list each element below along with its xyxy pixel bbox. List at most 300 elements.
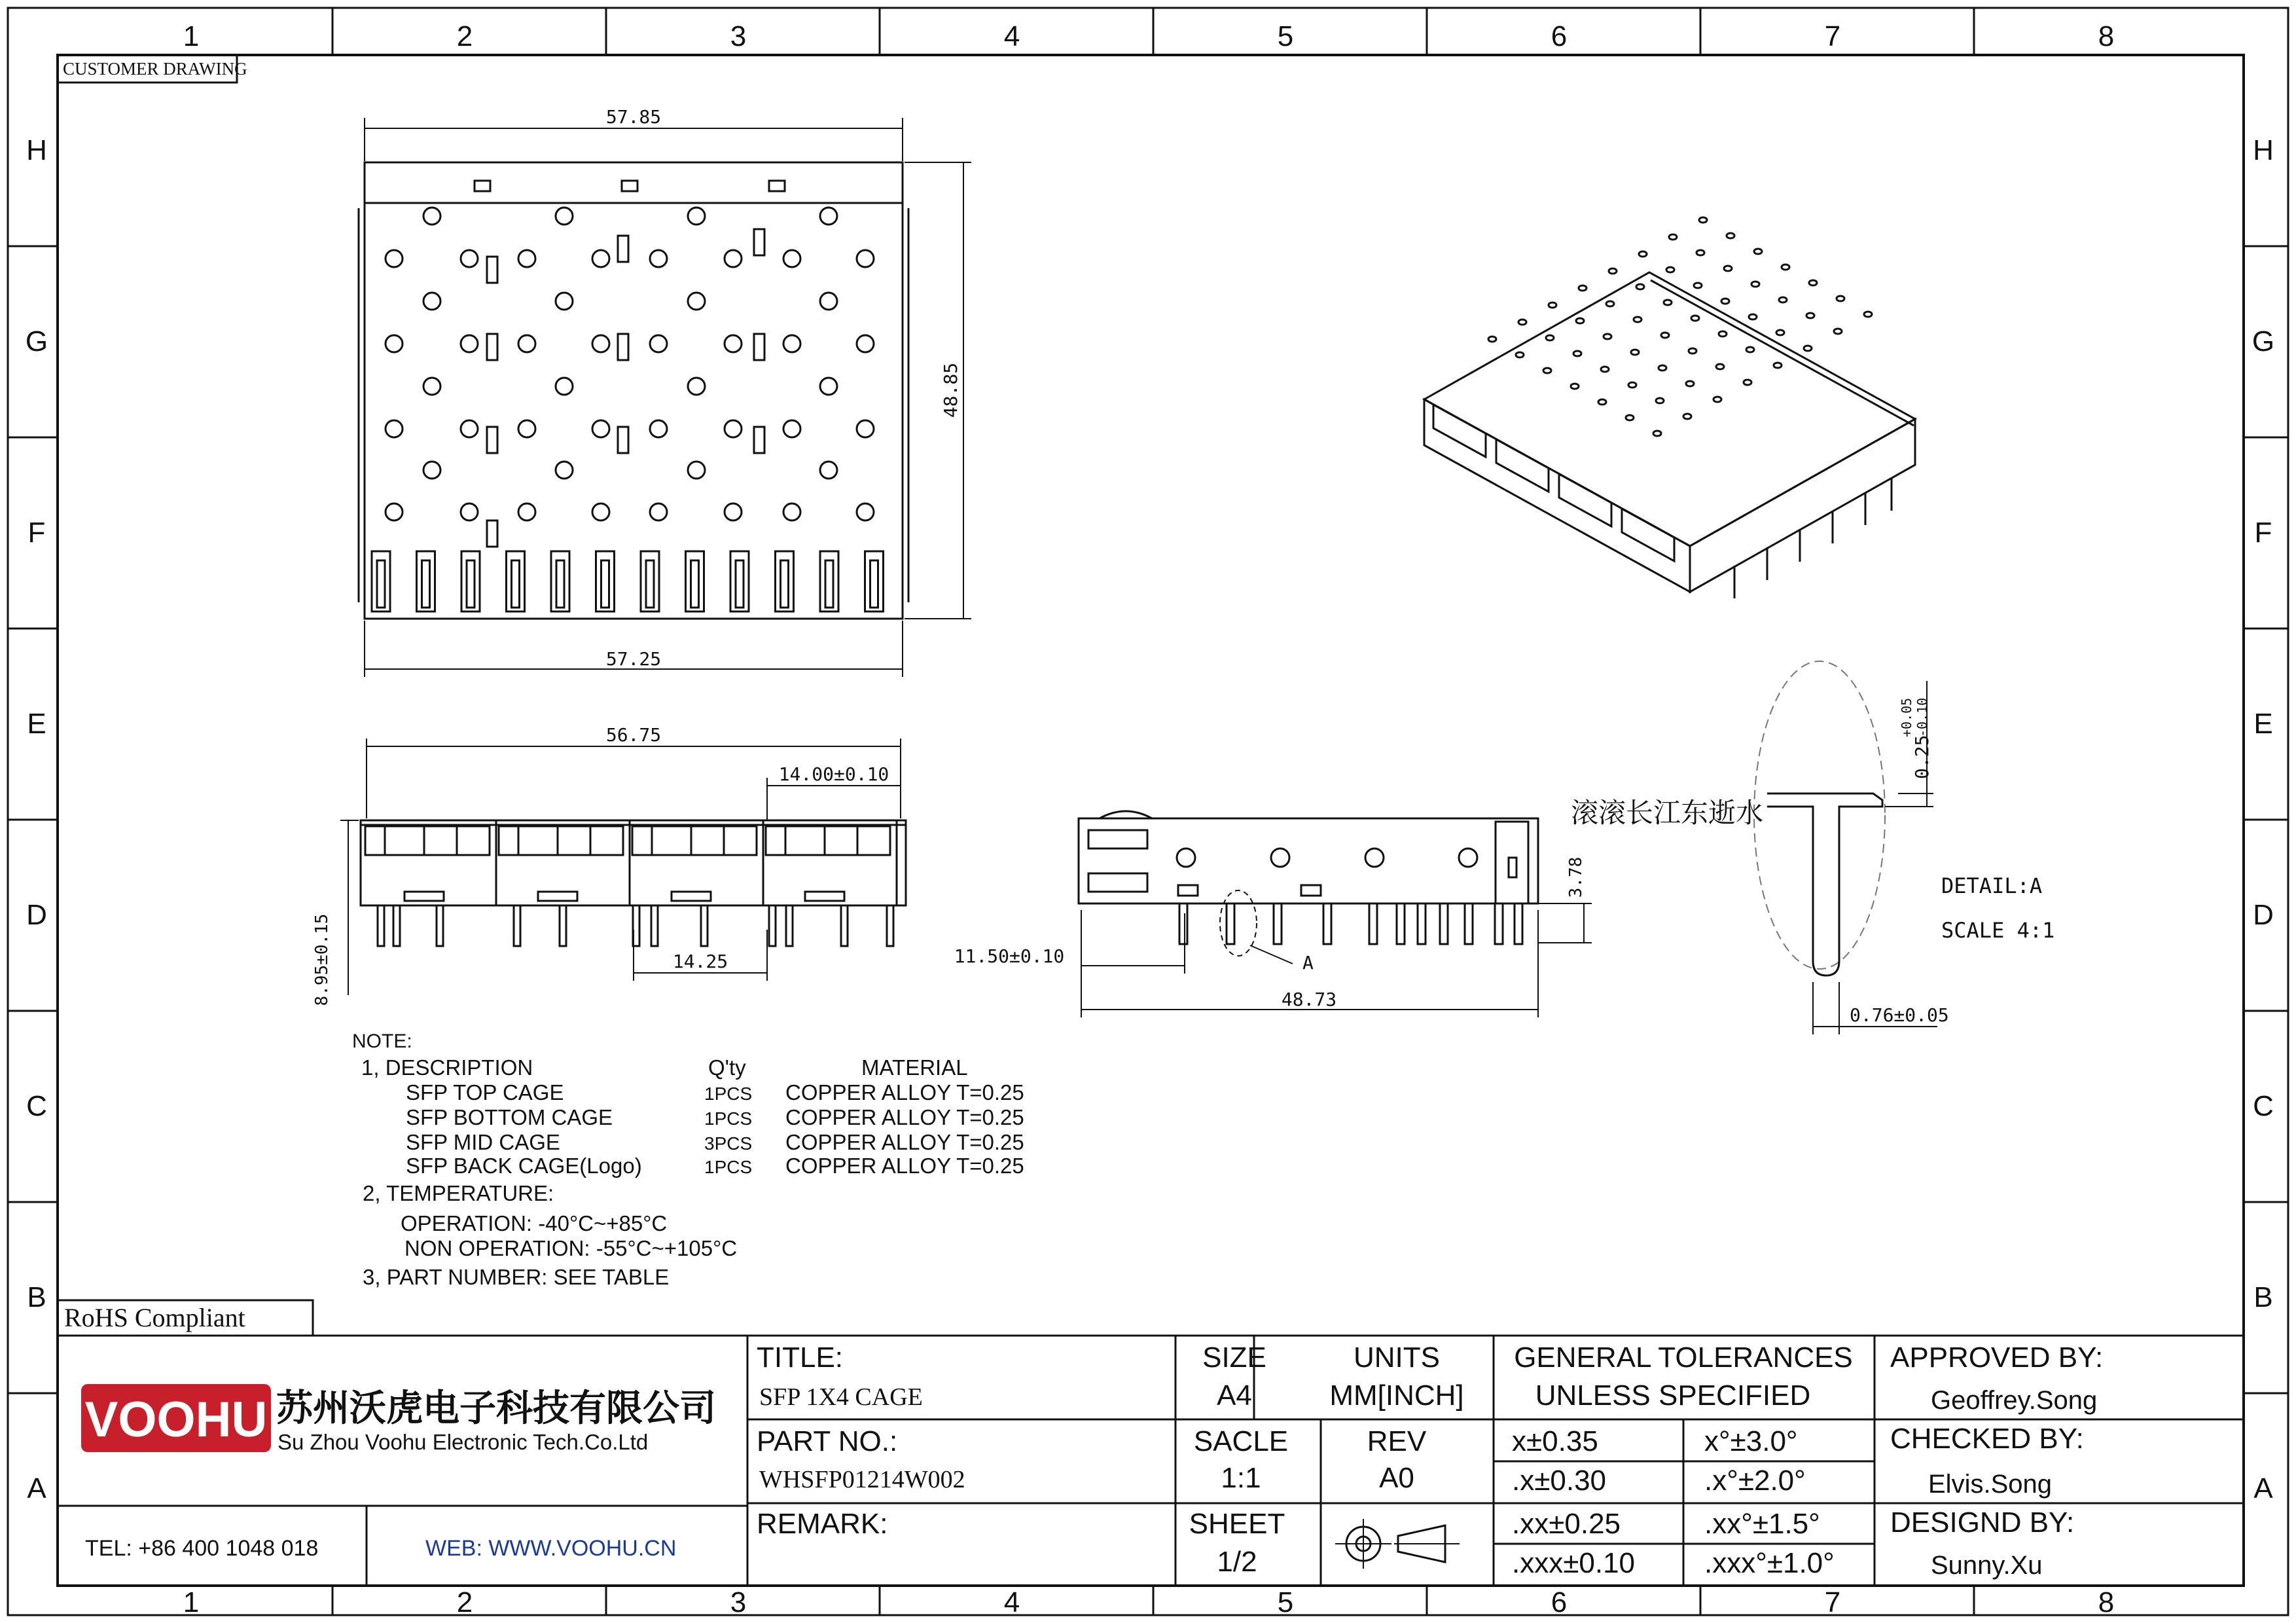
iso-vent-hole <box>1834 329 1842 334</box>
dim-detail-thickness: 0.25 <box>1911 735 1933 779</box>
vent-hole <box>518 335 535 352</box>
iso-vent-hole <box>1546 335 1554 340</box>
part-name: SFP BOTTOM CAGE <box>406 1105 613 1129</box>
side-pin <box>1418 903 1426 944</box>
vent-hole <box>820 208 837 225</box>
press-fit-pin <box>514 905 520 946</box>
row-label: D <box>26 899 47 931</box>
vent-hole <box>857 335 874 352</box>
vent-hole <box>783 250 800 267</box>
iso-vent-hole <box>1713 397 1721 402</box>
press-fit-pin <box>378 905 384 946</box>
approved-value: Geoffrey.Song <box>1931 1386 2098 1415</box>
contact-web: WEB: WWW.VOOHU.CN <box>425 1536 677 1561</box>
row-label: E <box>2253 708 2273 740</box>
contact-tel: TEL: +86 400 1048 018 <box>85 1536 319 1561</box>
iso-vent-hole <box>1571 384 1579 389</box>
designed-value: Sunny.Xu <box>1931 1551 2043 1580</box>
iso-vent-hole <box>1626 415 1634 420</box>
iso-vent-hole <box>1656 398 1664 403</box>
iso-vent-hole <box>1804 346 1812 351</box>
sheet-label: SHEET <box>1189 1508 1285 1540</box>
vent-hole <box>518 250 535 267</box>
spring-finger-inner <box>825 560 833 608</box>
vent-hole <box>386 420 403 437</box>
col-label: 8 <box>2098 20 2115 52</box>
latch-slot <box>618 334 628 360</box>
part-value: WHSFP01214W002 <box>759 1466 965 1493</box>
vent-hole <box>857 420 874 437</box>
row-label: B <box>2253 1281 2273 1313</box>
iso-vent-hole <box>1661 333 1669 338</box>
vent-hole <box>386 503 403 520</box>
iso-pins <box>1734 478 1892 598</box>
latch-slot <box>487 427 497 453</box>
press-fit-pin <box>437 905 443 946</box>
dim-side-pin: 3.78 <box>1566 856 1586 898</box>
dim-top-bottom-width: 57.25 <box>605 648 662 670</box>
vent-hole <box>725 335 742 352</box>
designed-label: DESIGND BY: <box>1890 1506 2075 1539</box>
spring-finger-inner <box>377 560 385 608</box>
spring-finger-inner <box>556 560 564 608</box>
iso-vent-hole <box>1573 351 1581 356</box>
row-label: C <box>2253 1090 2274 1122</box>
tol-angular: .xxx°±1.0° <box>1704 1547 1835 1579</box>
sheet-value: 1/2 <box>1217 1546 1257 1578</box>
checked-value: Elvis.Song <box>1928 1470 2052 1499</box>
detail-boundary <box>1754 661 1885 969</box>
tol-linear: .xxx±0.10 <box>1512 1547 1636 1579</box>
side-view-tab <box>1100 811 1152 818</box>
scale-value: 1:1 <box>1221 1462 1261 1494</box>
iso-vent-hole <box>1609 268 1617 274</box>
press-fit-pin <box>393 905 400 946</box>
iso-vent-hole <box>1664 300 1672 305</box>
top-slot <box>622 181 637 191</box>
vent-hole <box>688 293 705 310</box>
vent-hole <box>423 462 440 479</box>
dim-top-height: 48.85 <box>940 362 961 418</box>
col-label: 2 <box>456 20 473 52</box>
spring-finger-inner <box>691 560 699 608</box>
part-qty: 1PCS <box>704 1108 753 1129</box>
iso-vent-hole <box>1719 331 1727 337</box>
part-qty: 1PCS <box>704 1084 753 1104</box>
iso-vent-hole <box>1689 348 1696 354</box>
spring-finger-inner <box>781 560 789 608</box>
col-label: 1 <box>183 1586 200 1618</box>
iso-vent-hole <box>1716 364 1724 369</box>
vent-hole <box>783 420 800 437</box>
side-pin <box>1397 903 1405 944</box>
vent-hole <box>688 208 705 225</box>
side-pin <box>1495 903 1503 944</box>
isometric-view <box>1424 217 1915 598</box>
side-pin <box>1465 903 1473 944</box>
part-material: COPPER ALLOY T=0.25 <box>785 1154 1024 1178</box>
side-pin <box>1323 903 1331 944</box>
iso-vent-hole <box>1683 414 1691 419</box>
latch-slot <box>487 520 497 547</box>
col-label: 7 <box>1824 1586 1841 1618</box>
col-label: 4 <box>1003 1586 1020 1618</box>
vent-hole <box>783 503 800 520</box>
side-pin <box>1227 903 1234 944</box>
iso-vent-hole <box>1598 399 1606 405</box>
vent-hole <box>592 503 609 520</box>
vent-hole <box>423 208 440 225</box>
latch-slot <box>487 257 497 283</box>
vent-hole <box>518 503 535 520</box>
side-hole <box>1271 848 1289 867</box>
col-label: 8 <box>2098 1586 2115 1618</box>
size-label: SIZE <box>1202 1341 1266 1374</box>
notes-non-operation: NON OPERATION: -55°C~+105°C <box>404 1236 738 1260</box>
spring-finger-inner <box>646 560 654 608</box>
vent-hole <box>386 335 403 352</box>
dim-top-width: 57.85 <box>605 106 662 128</box>
vent-hole <box>423 293 440 310</box>
iso-vent-hole <box>1696 250 1704 255</box>
vent-hole <box>688 378 705 395</box>
remark-label: REMARK: <box>757 1508 888 1540</box>
row-label: H <box>26 134 47 166</box>
tol-linear: .xx±0.25 <box>1512 1508 1621 1540</box>
part-label: PART NO.: <box>757 1425 898 1457</box>
spring-finger-inner <box>512 560 520 608</box>
vent-hole <box>556 462 573 479</box>
dim-side-offset: 11.50±0.10 <box>954 945 1065 967</box>
iso-vent-hole <box>1776 330 1784 335</box>
vent-hole <box>857 503 874 520</box>
vent-hole <box>592 420 609 437</box>
col-label: 6 <box>1551 20 1568 52</box>
side-pin <box>1369 903 1377 944</box>
rev-label: REV <box>1367 1425 1427 1457</box>
part-material: COPPER ALLOY T=0.25 <box>785 1105 1024 1129</box>
iso-top-face <box>1424 272 1915 546</box>
col-label: 6 <box>1551 1586 1568 1618</box>
front-view-pins <box>378 905 893 946</box>
voohu-logo-text: VOOHU <box>84 1392 268 1448</box>
part-material: COPPER ALLOY T=0.25 <box>785 1080 1024 1104</box>
port-latch <box>672 892 711 901</box>
iso-vent-hole <box>1749 314 1757 319</box>
tol-linear: .x±0.30 <box>1512 1465 1607 1497</box>
tolerance-title1: GENERAL TOLERANCES <box>1514 1341 1853 1374</box>
iso-vent-hole <box>1724 266 1732 271</box>
side-hole <box>1365 848 1384 867</box>
dim-detail-tol-plus: +0.05 <box>1899 697 1914 737</box>
iso-vent-hole <box>1488 337 1496 342</box>
side-view-rear <box>1496 822 1528 903</box>
side-slot <box>1178 885 1198 896</box>
iso-vent-hole <box>1543 368 1551 373</box>
spring-finger-inner <box>736 560 744 608</box>
side-pin <box>1515 903 1522 944</box>
part-qty: 3PCS <box>704 1133 753 1154</box>
iso-vent-hole <box>1751 282 1759 287</box>
part-name: SFP BACK CAGE(Logo) <box>406 1154 642 1178</box>
iso-vent-hole <box>1639 251 1647 257</box>
vent-hole <box>423 378 440 395</box>
watermark-text: 滚滚长江东逝水 <box>1571 799 1764 829</box>
iso-vent-hole <box>1699 217 1707 223</box>
side-slot <box>1301 885 1321 896</box>
iso-vent-hole <box>1659 365 1666 371</box>
dim-front-pitch-tol: 14.00±0.10 <box>778 763 889 785</box>
press-fit-pin <box>786 905 793 946</box>
iso-vent-hole <box>1518 319 1526 325</box>
dim-side-length: 48.73 <box>1281 989 1337 1010</box>
iso-vent-hole <box>1779 297 1787 302</box>
iso-vent-hole <box>1576 318 1584 323</box>
part-name: SFP TOP CAGE <box>406 1080 564 1104</box>
notes-item3: 3, PART NUMBER: SEE TABLE <box>363 1265 670 1289</box>
side-hole <box>1177 848 1195 867</box>
vent-hole <box>820 378 837 395</box>
iso-port-opening <box>1559 474 1611 526</box>
iso-vent-hole <box>1666 267 1674 272</box>
row-label: B <box>27 1281 46 1313</box>
iso-vent-hole <box>1604 334 1611 339</box>
top-view <box>359 118 971 677</box>
vent-hole <box>725 420 742 437</box>
iso-vent-hole <box>1653 431 1661 436</box>
approved-label: APPROVED BY: <box>1890 1341 2104 1374</box>
iso-port-opening <box>1622 509 1674 561</box>
row-label: F <box>27 517 46 549</box>
top-view-fingers <box>372 551 884 611</box>
side-view <box>1079 811 1592 1017</box>
spring-finger-inner <box>467 560 475 608</box>
latch-slot <box>487 334 497 360</box>
iso-vent-hole <box>1606 301 1614 306</box>
title-label: TITLE: <box>757 1341 844 1374</box>
row-label: C <box>26 1090 47 1122</box>
press-fit-pin <box>769 905 776 946</box>
spring-finger-inner <box>870 560 878 608</box>
vent-hole <box>461 503 478 520</box>
latch-slot <box>618 427 628 453</box>
vent-hole <box>556 208 573 225</box>
top-view-holes <box>386 208 874 547</box>
dim-front-pitch: 14.25 <box>672 951 728 972</box>
customer-drawing-label: CUSTOMER DRAWING <box>63 59 247 79</box>
vent-hole <box>820 293 837 310</box>
row-label: D <box>2253 899 2274 931</box>
notes-qty-header: Q'ty <box>708 1055 746 1080</box>
detail-scale: SCALE 4:1 <box>1941 918 2055 943</box>
col-label: 3 <box>730 20 747 52</box>
iso-vent-hole <box>1636 284 1644 289</box>
press-fit-pin <box>560 905 566 946</box>
vent-hole <box>461 335 478 352</box>
iso-ports <box>1433 405 1674 561</box>
side-hole <box>1459 848 1477 867</box>
iso-vent-hole <box>1579 285 1587 291</box>
col-label: 2 <box>456 1586 473 1618</box>
iso-port-opening <box>1496 439 1549 492</box>
tol-angular: x°±3.0° <box>1704 1425 1798 1457</box>
press-fit-pin <box>841 905 848 946</box>
column-labels-top <box>183 20 2114 52</box>
side-pin <box>1440 903 1448 944</box>
vent-hole <box>650 420 667 437</box>
iso-vent-hole <box>1691 316 1699 321</box>
vent-hole <box>518 420 535 437</box>
vent-hole <box>783 335 800 352</box>
detail-leader <box>1250 945 1293 964</box>
dim-front-width: 56.75 <box>605 724 662 746</box>
top-slot <box>769 181 785 191</box>
press-fit-pin <box>887 905 893 946</box>
iso-vent-hole <box>1809 280 1817 285</box>
vent-hole <box>688 462 705 479</box>
dim-front-height: 8.95±0.15 <box>312 913 332 1006</box>
iso-vent-hole <box>1721 299 1729 304</box>
side-view-rear-slot <box>1509 858 1516 877</box>
iso-vent-hole <box>1774 363 1782 368</box>
col-label: 7 <box>1824 20 1841 52</box>
port-latch <box>805 892 844 901</box>
side-pin <box>1274 903 1282 944</box>
row-label: E <box>27 708 46 740</box>
iso-vent-hole <box>1746 347 1754 352</box>
vent-hole <box>650 503 667 520</box>
row-label: A <box>27 1472 46 1504</box>
vent-hole <box>556 293 573 310</box>
latch-slot <box>754 334 764 360</box>
notes-operation: OPERATION: -40°C~+85°C <box>401 1211 668 1235</box>
iso-vent-hole <box>1754 249 1762 254</box>
tolerance-title2: UNLESS SPECIFIED <box>1535 1379 1811 1412</box>
front-view-ports <box>365 820 897 905</box>
notes-heading: NOTE: <box>352 1030 412 1052</box>
latch-slot <box>754 427 764 453</box>
rohs-label: RoHS Compliant <box>64 1303 245 1332</box>
iso-vent-hole <box>1806 313 1814 318</box>
side-view-window <box>1088 830 1147 848</box>
iso-vent-hole <box>1634 317 1641 322</box>
dim-detail-pin-width: 0.76±0.05 <box>1850 1004 1949 1026</box>
vent-hole <box>650 250 667 267</box>
tol-linear: x±0.35 <box>1512 1425 1598 1457</box>
row-label: G <box>25 325 48 357</box>
iso-vent-hole <box>1669 234 1677 240</box>
iso-holes <box>1488 217 1872 436</box>
top-slot <box>475 181 490 191</box>
part-qty: 1PCS <box>704 1157 753 1177</box>
part-name: SFP MID CAGE <box>406 1130 560 1154</box>
vent-hole <box>725 250 742 267</box>
side-view-pins <box>1179 903 1522 944</box>
iso-side-face <box>1690 419 1915 592</box>
vent-hole <box>592 335 609 352</box>
iso-vent-hole <box>1744 380 1751 385</box>
detail-title: DETAIL:A <box>1941 873 2043 898</box>
port-latch <box>404 892 444 901</box>
vent-hole <box>386 250 403 267</box>
column-labels-bottom <box>183 1586 2114 1618</box>
vent-hole <box>857 250 874 267</box>
iso-vent-hole <box>1628 382 1636 388</box>
port-latch <box>538 892 577 901</box>
col-label: 1 <box>183 20 200 52</box>
col-label: 5 <box>1277 20 1294 52</box>
iso-vent-hole <box>1837 296 1844 301</box>
iso-vent-hole <box>1631 350 1639 355</box>
company-name-en: Su Zhou Voohu Electronic Tech.Co.Ltd <box>278 1430 649 1454</box>
scale-label: SACLE <box>1193 1425 1289 1457</box>
spring-finger-inner <box>422 560 430 608</box>
company-name-cn: 苏州沃虎电子科技有限公司 <box>276 1387 716 1429</box>
row-label: G <box>2251 325 2275 357</box>
checked-label: CHECKED BY: <box>1890 1423 2084 1455</box>
col-label: 3 <box>730 1586 747 1618</box>
row-label: H <box>2253 134 2274 166</box>
iso-vent-hole <box>1686 381 1694 386</box>
spring-finger-inner <box>601 560 609 608</box>
vent-hole <box>556 378 573 395</box>
vent-hole <box>592 250 609 267</box>
vent-hole <box>725 503 742 520</box>
iso-front-face <box>1424 399 1690 592</box>
vent-hole <box>461 420 478 437</box>
notes-item1: 1, DESCRIPTION <box>361 1055 533 1080</box>
press-fit-pin <box>651 905 658 946</box>
detail-callout-label: A <box>1302 952 1314 974</box>
notes-block <box>352 1030 1024 1289</box>
dim-detail-tol-minus: -0.10 <box>1914 697 1930 737</box>
iso-vent-hole <box>1516 352 1524 357</box>
units-label: UNITS <box>1354 1341 1440 1374</box>
iso-vent-hole <box>1727 233 1734 238</box>
detail-pin-profile <box>1767 793 1882 976</box>
latch-slot <box>618 236 628 262</box>
iso-vent-hole <box>1782 264 1789 270</box>
size-value: A4 <box>1217 1379 1252 1412</box>
row-label: A <box>2253 1472 2273 1504</box>
rev-value: A0 <box>1379 1462 1414 1494</box>
units-value: MM[INCH] <box>1329 1379 1464 1412</box>
vent-hole <box>461 250 478 267</box>
vent-hole <box>650 335 667 352</box>
iso-port-opening <box>1433 405 1486 457</box>
iso-vent-hole <box>1549 302 1556 308</box>
outer-frame <box>8 8 2288 1615</box>
latch-slot <box>754 229 764 255</box>
row-label: F <box>2254 517 2272 549</box>
notes-item2: 2, TEMPERATURE: <box>363 1181 554 1205</box>
vent-hole <box>820 462 837 479</box>
title-value: SFP 1X4 CAGE <box>759 1383 923 1411</box>
col-label: 5 <box>1277 1586 1294 1618</box>
iso-vent-hole <box>1694 283 1702 288</box>
tol-angular: .xx°±1.5° <box>1704 1508 1820 1540</box>
press-fit-pin <box>701 905 708 946</box>
side-pin <box>1179 903 1187 944</box>
side-view-window <box>1088 873 1147 892</box>
col-label: 4 <box>1003 20 1020 52</box>
iso-vent-hole <box>1601 367 1609 372</box>
zone-ticks <box>8 8 2288 1615</box>
part-material: COPPER ALLOY T=0.25 <box>785 1130 1024 1154</box>
tol-angular: .x°±2.0° <box>1704 1465 1806 1497</box>
notes-material-header: MATERIAL <box>861 1055 968 1080</box>
iso-vent-hole <box>1864 312 1872 317</box>
